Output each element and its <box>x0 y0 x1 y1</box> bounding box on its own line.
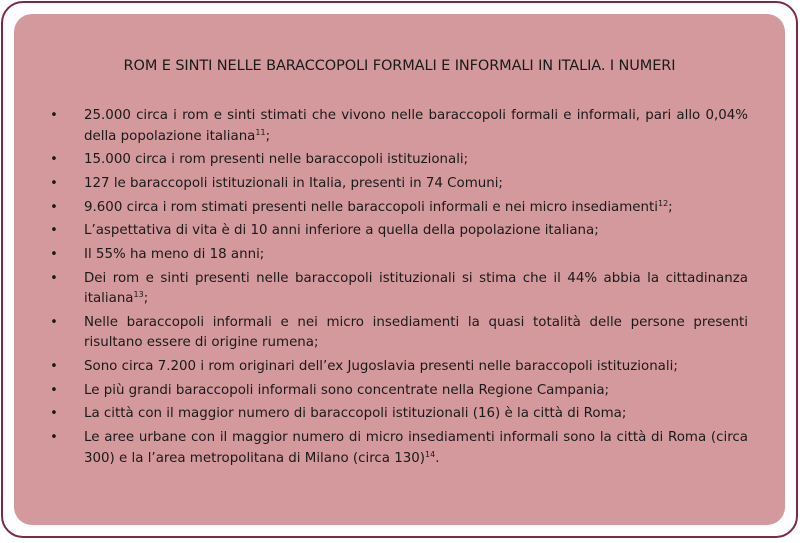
fact-item <box>48 150 748 171</box>
bullet-icon: • <box>50 246 58 262</box>
fact-tail: ; <box>143 291 149 307</box>
fact-item <box>48 198 748 219</box>
fact-text: Le più grandi baraccopoli informali sono concentrate nella Regione Campania; <box>84 382 610 398</box>
fact-text: Nelle baraccopoli informali e nei micro insediamenti la quasi totalità delle persone presenti risultano essere di origine rumena; <box>84 314 748 351</box>
fact-item <box>48 269 748 310</box>
fact-text: Sono circa 7.200 i rom originari dell’ex Jugoslavia presenti nelle baraccopoli istituzionali; <box>84 359 678 374</box>
facts-list <box>48 106 748 472</box>
fact-text: Le aree urbane con il maggior numero di micro insediamenti informali sono la città di Roma (circa 300) e la l’area metropolitana di Milano (circa 130) <box>84 430 748 466</box>
bullet-icon: • <box>50 223 58 239</box>
box-title: ROM E SINTI NELLE BARACCOPOLI FORMALI E INFORMALI IN ITALIA. I NUMERI <box>123 58 676 74</box>
fact-item <box>48 174 748 195</box>
bullet-icon: • <box>50 270 58 286</box>
bullet-icon: • <box>50 108 58 123</box>
bullet-icon: • <box>50 199 58 215</box>
fact-tail: ; <box>668 199 673 215</box>
bullet-icon: • <box>50 382 58 398</box>
bullet-icon: • <box>50 359 58 374</box>
fact-text: 127 le baraccopoli istituzionali in Italia, presenti in 74 Comuni; <box>84 175 503 191</box>
fact-item <box>48 428 748 469</box>
bullet-icon: • <box>50 175 58 191</box>
info-box <box>14 14 785 525</box>
fact-item <box>48 357 748 378</box>
outer-frame <box>1 1 798 538</box>
footnote-ref: 11 <box>255 127 266 137</box>
fact-item <box>48 245 748 266</box>
fact-text: 9.600 circa i rom stimati presenti nelle baraccopoli informali e nei micro insediamenti <box>84 199 658 215</box>
fact-text: Il 55% ha meno di 18 anni; <box>84 246 265 262</box>
bullet-icon: • <box>50 430 58 446</box>
footnote-ref: 13 <box>133 290 144 300</box>
fact-item <box>48 381 748 402</box>
footnote-ref: 12 <box>657 198 669 208</box>
bullet-icon: • <box>50 314 58 330</box>
fact-text: L’aspettativa di vita è di 10 anni inferiore a quella della popolazione italiana; <box>84 223 599 239</box>
fact-item <box>48 313 748 354</box>
fact-tail: ; <box>265 128 271 144</box>
footnote-ref: 14 <box>425 449 436 459</box>
fact-tail: . <box>435 450 440 466</box>
fact-text: La città con il maggior numero di baraccopoli istituzionali (16) è la città di Roma; <box>84 406 627 422</box>
fact-item <box>48 106 748 147</box>
fact-text: 15.000 circa i rom presenti nelle baraccopoli istituzionali; <box>84 152 469 168</box>
fact-text: 25.000 circa i rom e sinti stimati che vivono nelle baraccopoli formali e informali, pari allo 0,04% della popolazione italiana <box>84 108 748 144</box>
bullet-icon: • <box>50 406 58 422</box>
fact-item <box>48 404 748 425</box>
fact-item <box>48 221 748 242</box>
fact-text: Dei rom e sinti presenti nelle baraccopoli istituzionali si stima che il 44% abbia la cittadinanza italiana <box>84 270 748 307</box>
bullet-icon: • <box>50 152 58 168</box>
